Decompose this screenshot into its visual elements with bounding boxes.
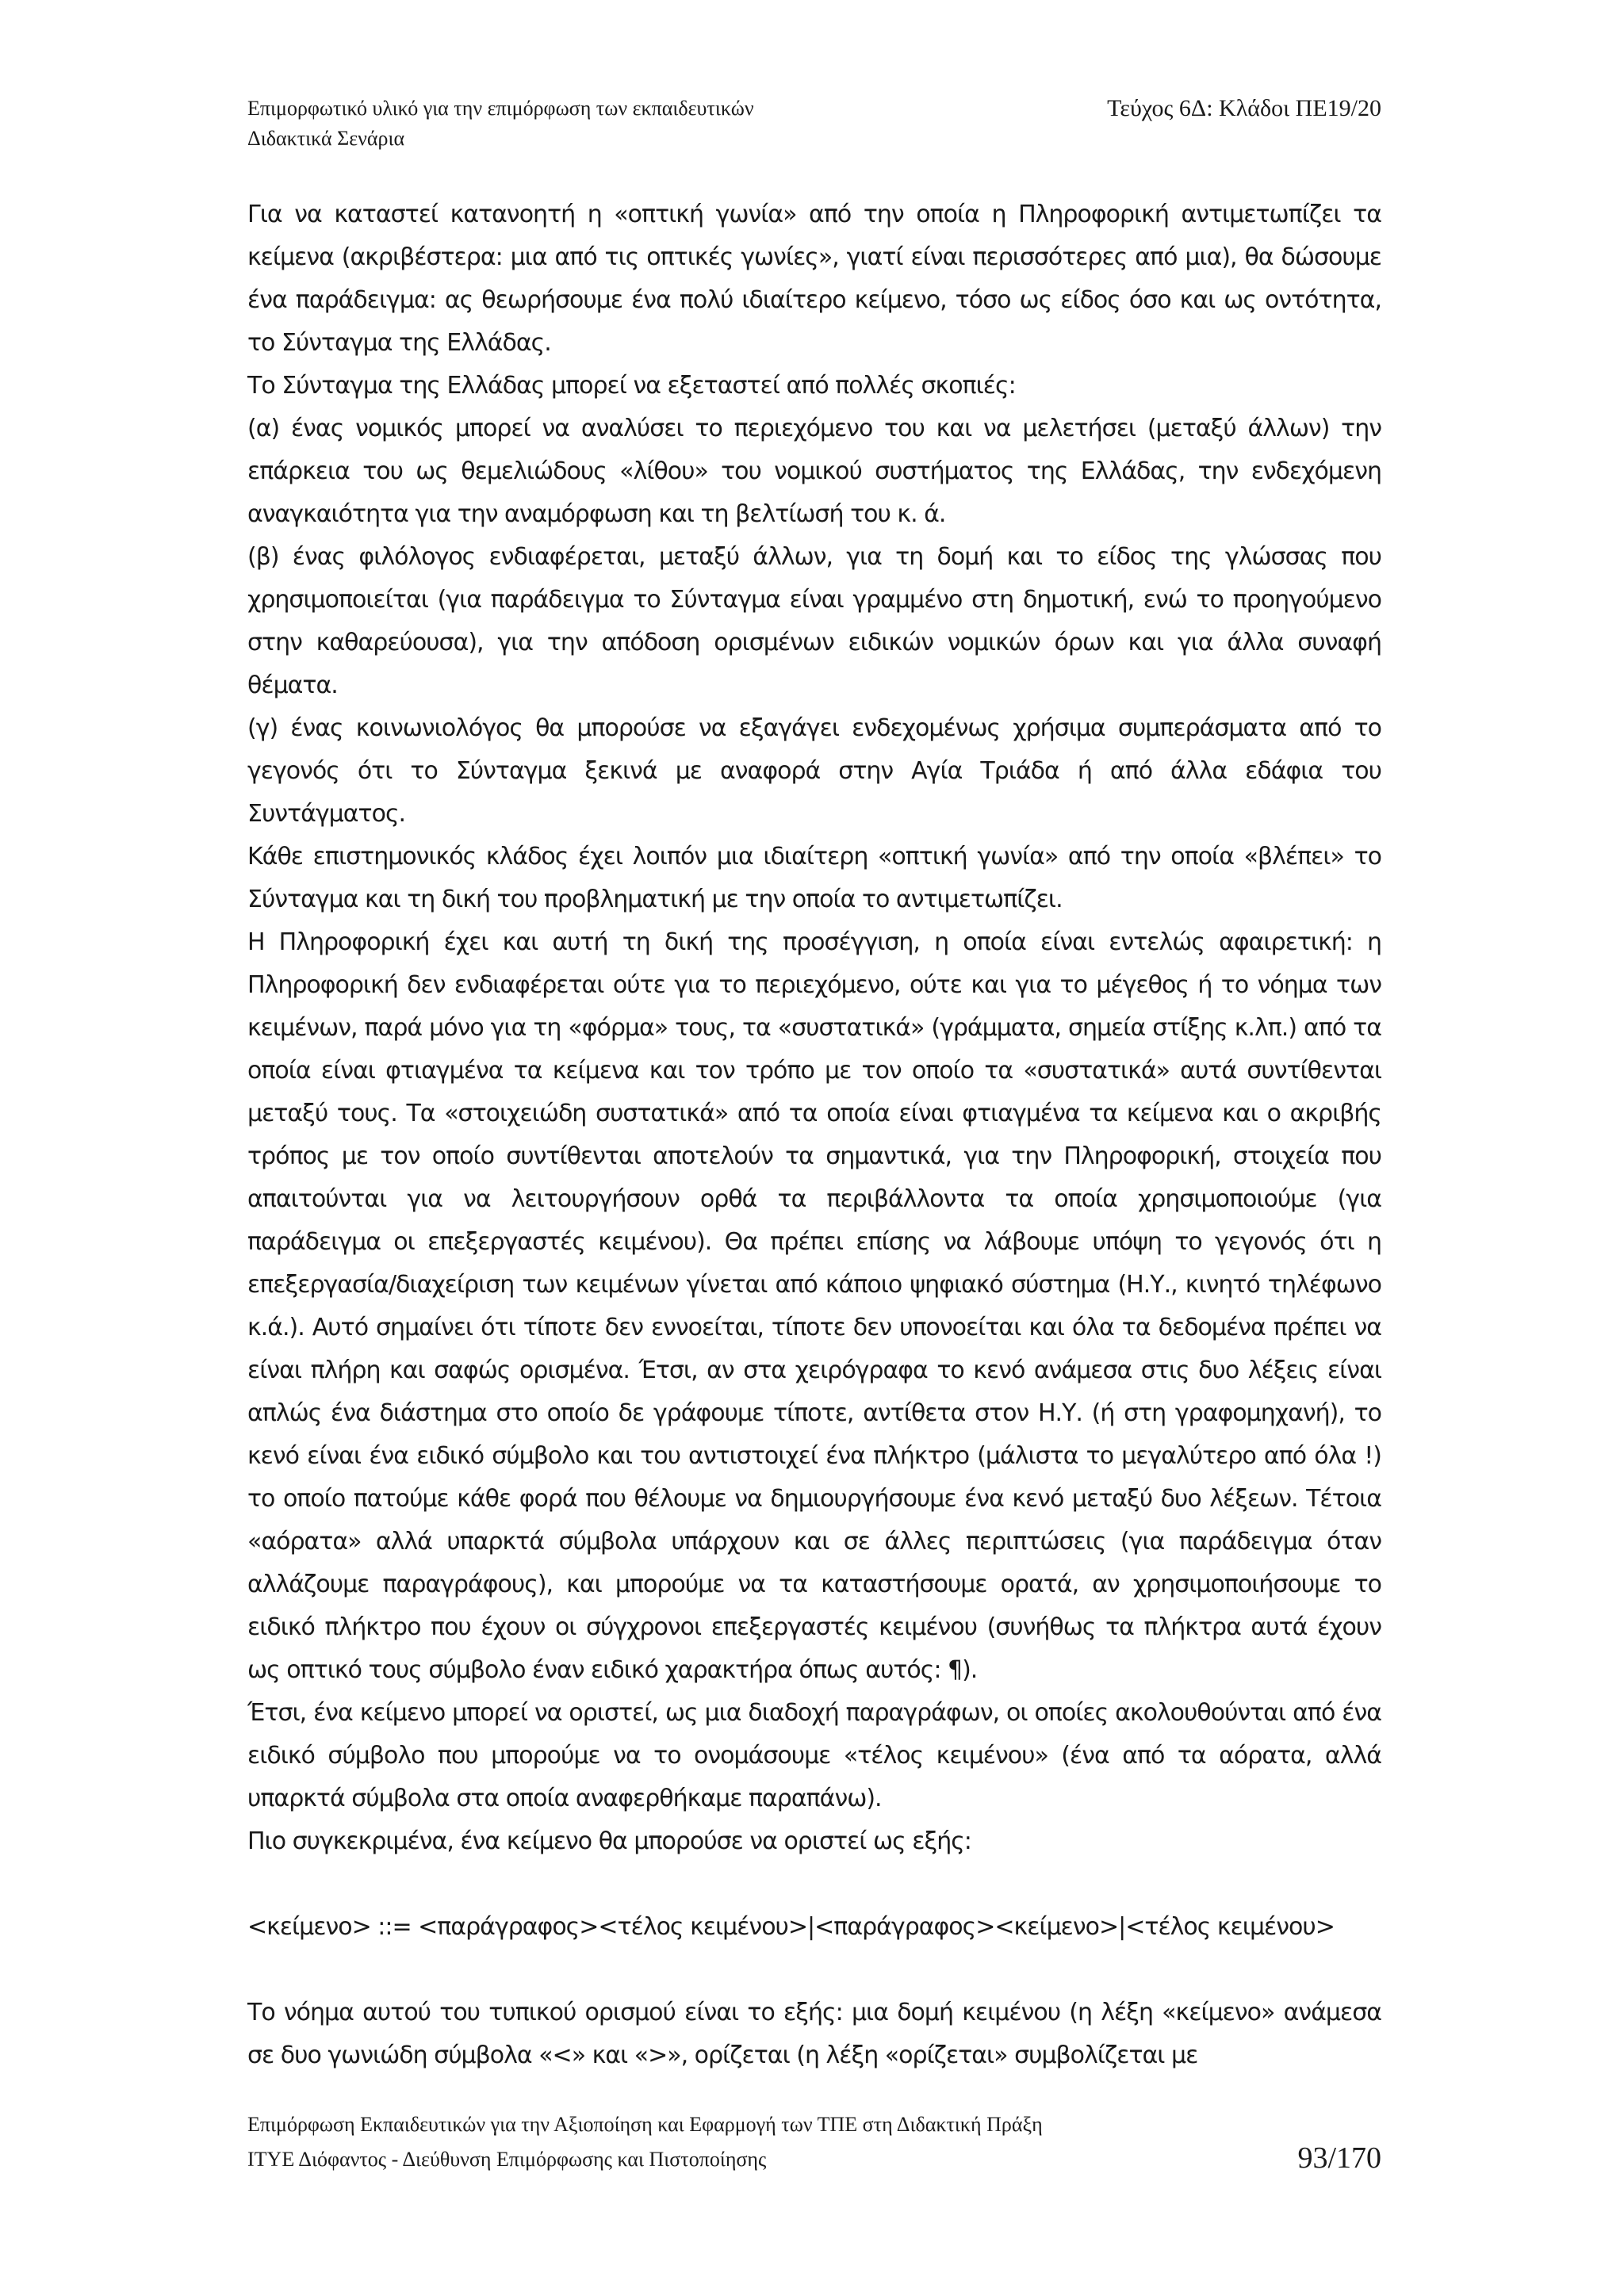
header-title: Επιμορφωτικό υλικό για την επιμόρφωση των εκπαιδευτικών — [247, 97, 754, 120]
document-body — [247, 193, 1381, 2077]
paragraph: Το Σύνταγμα της Ελλάδας μπορεί να εξεταστεί από πολλές σκοπιές: — [247, 372, 1016, 400]
paragraph: Για να καταστεί κατανοητή η «οπτική γωνία» από την οποία η Πληροφορική αντιμετωπίζει τα κείμενα (ακριβέστερα: μια από τις οπτικές γωνίες», γιατί είναι περισσότερες από μια), θα δώσουμε ένα παράδειγμα: ας θεωρήσουμε ένα πολύ ιδιαίτερο κείμενο, τόσο ως είδος όσο και ως οντότητα, το Σύνταγμα της Ελλάδας. — [247, 201, 1381, 357]
page-header — [247, 94, 1381, 154]
footer-institute: ΙΤΥΕ Διόφαντος - Διεύθυνση Επιμόρφωσης και Πιστοποίησης — [247, 2148, 767, 2171]
paragraph: Το νόημα αυτού του τυπικού ορισμού είναι το εξής: μια δομή κειμένου (η λέξη «κείμενο» ανάμεσα σε δυο γωνιώδη σύμβολα «<» και «>», ορίζεται (η λέξη «ορίζεται» συμβολίζεται με — [247, 1999, 1381, 2069]
header-issue: Τεύχος 6Δ: Κλάδοι ΠΕ19/20 — [1107, 95, 1381, 121]
formal-definition: <κείμενο> ::= <παράγραφος><τέλος κειμένου>|<παράγραφος><κείμενο>|<τέλος κειμένου> — [247, 1913, 1335, 1941]
paragraph: Κάθε επιστημονικός κλάδος έχει λοιπόν μια ιδιαίτερη «οπτική γωνία» από την οποία «βλέπει» το Σύνταγμα και τη δική του προβληματική με την οποία το αντιμετωπίζει. — [247, 843, 1381, 913]
paragraph: Έτσι, ένα κείμενο μπορεί να οριστεί, ως μια διαδοχή παραγράφων, οι οποίες ακολουθούνται από ένα ειδικό σύμβολο που μπορούμε να το ονομάσουμε «τέλος κειμένου» (ένα από τα αόρατα, αλλά υπαρκτά σύμβολα στα οποία αναφερθήκαμε παραπάνω). — [247, 1699, 1381, 1812]
paragraph: Πιο συγκεκριμένα, ένα κείμενο θα μπορούσε να οριστεί ως εξής: — [247, 1827, 971, 1855]
page-number: 93/170 — [1297, 2141, 1381, 2175]
footer-program: Επιμόρφωση Εκπαιδευτικών για την Αξιοποίηση και Εφαρμογή των ΤΠΕ στη Διδακτική Πράξη — [247, 2113, 1043, 2136]
paragraph: (γ) ένας κοινωνιολόγος θα μπορούσε να εξαγάγει ενδεχομένως χρήσιμα συμπεράσματα από το γεγονός ότι το Σύνταγμα ξεκινά με αναφορά στην Αγία Τριάδα ή από άλλα εδάφια του Συντάγματος. — [247, 714, 1381, 828]
header-subtitle: Διδακτικά Σενάρια — [247, 127, 405, 150]
paragraph: Η Πληροφορική έχει και αυτή τη δική της προσέγγιση, η οποία είναι εντελώς αφαιρετική: η Πληροφορική δεν ενδιαφέρεται ούτε για το περιεχόμενο, ούτε και για το μέγεθος ή το νόημα των κειμένων, παρά μόνο για τη «φόρμα» τους, τα «συστατικά» (γράμματα, σημεία στίξης κ.λπ.) από τα οποία είναι φτιαγμένα τα κείμενα και τον τρόπο με τον οποίο τα «συστατικά» αυτά συντίθενται μεταξύ τους. Τα «στοιχειώδη συστατικά» από τα οποία είναι φτιαγμένα τα κείμενα και ο ακριβής τρόπος με τον οποίο συντίθενται αποτελούν τα σημαντικά, για την Πληροφορική, στοιχεία που απαιτούνται για να λειτουργήσουν ορθά τα περιβάλλοντα τα οποία χρησιμοποιούμε (για παράδειγμα οι επεξεργαστές κειμένου). Θα πρέπει επίσης να λάβουμε υπόψη το γεγονός ότι η επεξεργασία/διαχείριση των κειμένων γίνεται από κάποιο ψηφιακό σύστημα (Η.Υ., κινητό τηλέφωνο κ.ά.). Αυτό σημαίνει ότι τίποτε δεν εννοείται, τίποτε δεν υπονοείται και όλα τα δεδομένα πρέπει να είναι πλήρη και σαφώς ορισμένα. Έτσι, αν στα χειρόγραφα το κενό ανάμεσα στις δυο λέξεις είναι απλώς ένα διάστημα στο οποίο δε γράφουμε τίποτε, αντίθετα στον Η.Υ. (ή στη γραφομηχανή), το κενό είναι ένα ειδικό σύμβολο και του αντιστοιχεί ένα πλήκτρο (μάλιστα το μεγαλύτερο από όλα !) το οποίο πατούμε κάθε φορά που θέλουμε να δημιουργήσουμε ένα κενό μεταξύ δυο λέξεων. Τέτοια «αόρατα» αλλά υπαρκτά σύμβολα υπάρχουν και σε άλλες περιπτώσεις (για παράδειγμα όταν αλλάζουμε παραγράφους), και μπορούμε να τα καταστήσουμε ορατά, αν χρησιμοποιήσουμε το ειδικό πλήκτρο που έχουν οι σύγχρονοι επεξεργαστές κειμένου (συνήθως τα πλήκτρα αυτά έχουν ως οπτικό τους σύμβολο έναν ειδικό χαρακτήρα όπως αυτός: ¶). — [247, 928, 1381, 1684]
paragraph: (β) ένας φιλόλογος ενδιαφέρεται, μεταξύ άλλων, για τη δομή και το είδος της γλώσσας που χρησιμοποιείται (για παράδειγμα το Σύνταγμα είναι γραμμένο στη δημοτική, ενώ το προηγούμενο στην καθαρεύουσα), για την απόδοση ορισμένων ειδικών νομικών όρων και για άλλα συναφή θέματα. — [247, 543, 1381, 699]
page-footer — [247, 2107, 1381, 2177]
paragraph: (α) ένας νομικός μπορεί να αναλύσει το περιεχόμενο του και να μελετήσει (μεταξύ άλλων) την επάρκεια του ως θεμελιώδους «λίθου» του νομικού συστήματος της Ελλάδας, την ενδεχόμενη αναγκαιότητα για την αναμόρφωση και τη βελτίωσή του κ. ά. — [247, 415, 1381, 528]
